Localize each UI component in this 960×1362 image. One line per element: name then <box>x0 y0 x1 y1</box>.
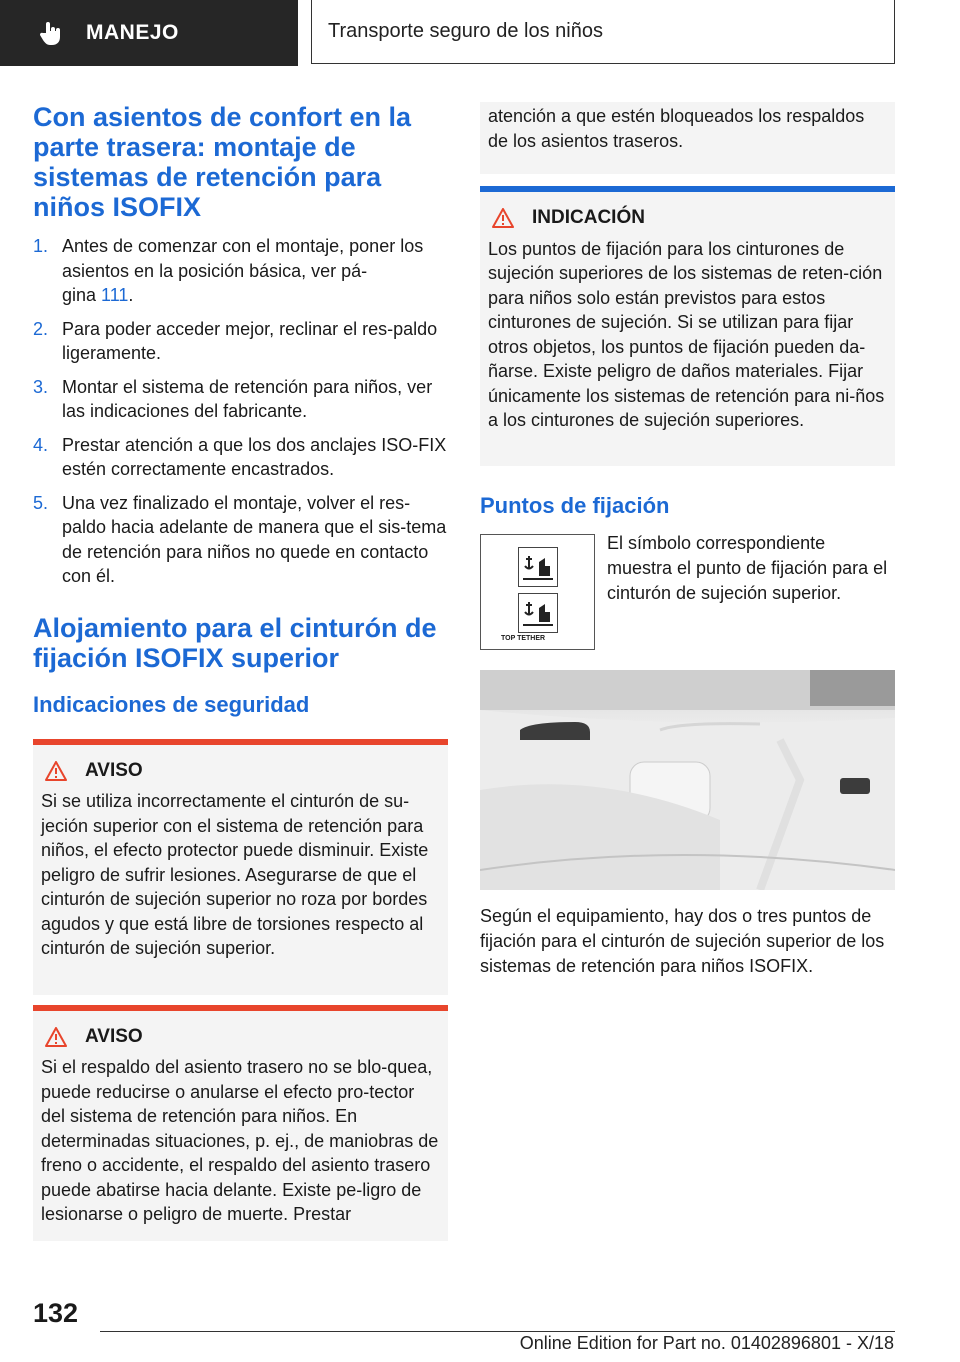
step-number: 1. <box>33 236 49 256</box>
note-text: Los puntos de fijación para los cinturones de sujeción superiores de los sistemas de reten-ción para niños solo están previstos para estos cinturones de sujeción. Si se utilizan para fijar otros objetos, los puntos de fijación pueden da-ñarse. Existe peligro de daños materiales. Fijar únicamente los sistemas de retención para ni-ños a los cinturones de sujeción superiores. <box>488 238 885 430</box>
right-column <box>480 102 895 976</box>
footer-edition: Online Edition for Part no. 01402896801 - X/18 <box>519 1333 894 1353</box>
step-text-cont: gina <box>62 285 102 305</box>
warning-triangle-icon <box>45 1027 67 1047</box>
heading-isofix-mounting: Con asientos de confort en la parte trasera: montaje de sistemas de retención para niños ISOFIX <box>33 102 412 222</box>
warning-triangle-icon <box>492 208 514 228</box>
heading-safety: Indicaciones de seguridad <box>33 691 310 717</box>
heading-top-tether: Alojamiento para el cinturón de fijación ISOFIX superior <box>33 612 437 673</box>
rear-seat-photo <box>480 670 895 890</box>
child-seat-anchor-icon <box>518 547 558 587</box>
note-title: INDICACIÓN <box>532 207 645 228</box>
warning-title: AVISO <box>85 759 143 781</box>
top-tether-symbol-figure <box>480 534 595 650</box>
warning-header <box>41 759 440 784</box>
warning-text: Si se utiliza incorrectamente el cinturón de su-jeción superior con el sistema de retención para niños, el efecto protector puede disminuir. Existe peligro de sufrir lesiones. Asegurarse de que el cinturón de sujeción superior no roza por bordes agudos y que está libre de torsiones respecto al cinturón de sujeción superior. <box>41 791 429 958</box>
warning-triangle-icon <box>45 761 67 781</box>
list-item <box>33 433 448 482</box>
step-text: Prestar atención a que los dos anclajes ISO-FIX estén correctamente encastrados. <box>62 434 447 479</box>
warning-box <box>33 1005 448 1241</box>
top-tether-label: TOP TETHER <box>501 635 546 642</box>
warning-box-continued <box>480 102 895 174</box>
step-text: Montar el sistema de retención para niños, ver las indicaciones del fabricante. <box>62 376 433 421</box>
step-number: 4. <box>33 434 49 455</box>
warning-title: AVISO <box>85 1025 143 1047</box>
step-number: 5. <box>33 492 49 513</box>
step-number: 3. <box>33 376 49 397</box>
section-tab <box>0 0 298 66</box>
section-label: MANEJO <box>86 21 179 44</box>
step-text-end: . <box>128 285 134 305</box>
note-box <box>480 186 895 466</box>
page-number: 132 <box>33 1298 79 1328</box>
list-item <box>33 317 448 366</box>
footer-divider <box>100 1331 895 1332</box>
note-header <box>488 206 887 231</box>
left-column <box>33 102 448 1241</box>
photo-caption: Según el equipamiento, hay dos o tres puntos de fijación para el cinturón de sujeción superior de los sistemas de retención para niños ISOFIX. <box>480 906 885 976</box>
heading-anchor-points: Puntos de fijación <box>480 493 670 518</box>
page-link[interactable]: 111 <box>101 285 129 305</box>
steps-list <box>33 234 448 589</box>
warning-header <box>41 1025 440 1050</box>
warning-box <box>33 739 448 995</box>
step-text: Para poder acceder mejor, reclinar el res-paldo ligeramente. <box>62 318 438 363</box>
step-number: 2. <box>33 318 49 339</box>
hand-icon <box>38 20 64 46</box>
step-text: Una vez finalizado el montaje, volver el res-paldo hacia adelante de manera que el sis-tema de retención para niños no quede en contacto con él. <box>62 492 447 586</box>
warning-text: atención a que estén bloqueados los respaldos de los asientos traseros. <box>488 106 865 151</box>
step-text: Antes de comenzar con el montaje, poner los asientos en la posición básica, ver pá- <box>62 236 424 281</box>
list-item <box>33 491 448 589</box>
list-item <box>33 375 448 424</box>
chapter-title <box>311 0 895 64</box>
top-tether-icon <box>518 593 558 633</box>
chapter-title-text: Transporte seguro de los niños <box>328 20 603 42</box>
list-item <box>33 234 448 308</box>
symbol-description: El símbolo correspondiente muestra el punto de fijación para el cinturón de sujeción superior. <box>607 533 888 603</box>
warning-text: Si el respaldo del asiento trasero no se blo-quea, puede reducirse o anularse el efecto pro-tector del sistema de retención para niños. En determinadas situaciones, p. ej., de maniobras de freno o accidente, el respaldo del asiento trasero puede abatirse hacia delante. Existe pe-ligro de lesionarse o peligro de muerte. Prestar <box>41 1057 439 1224</box>
